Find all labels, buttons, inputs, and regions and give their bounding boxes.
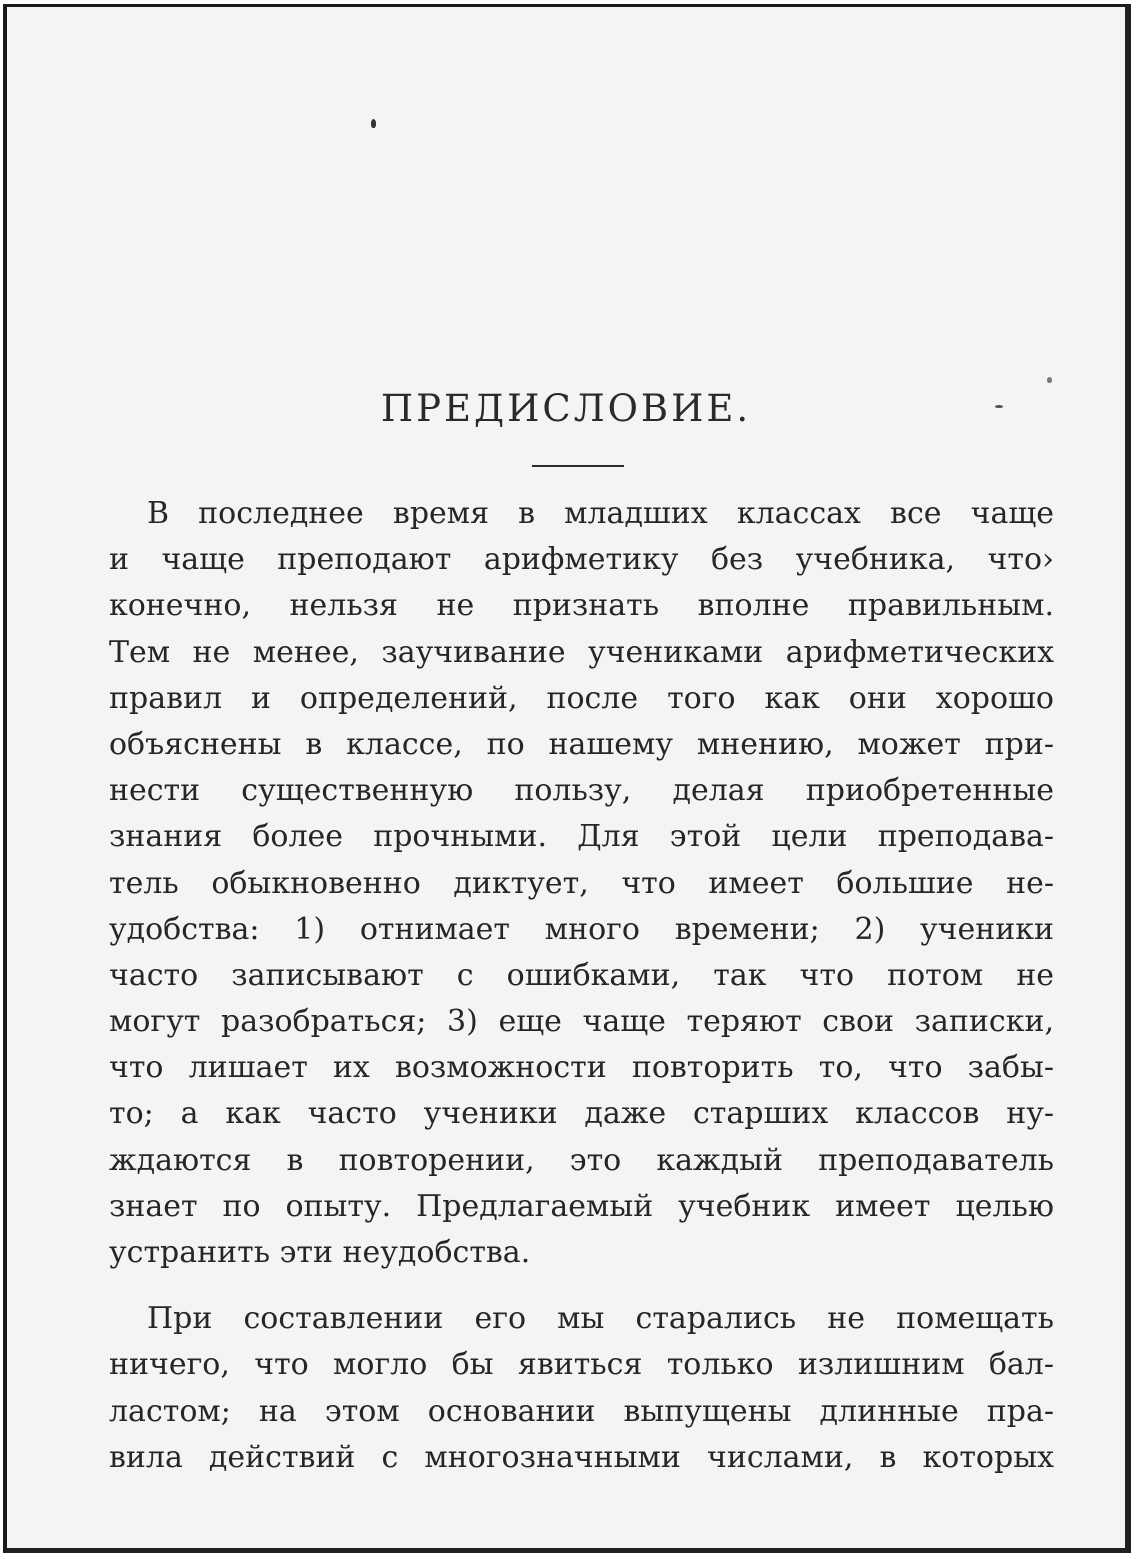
text-line: удобства: 1) отнимает много времени; 2) ученики: [109, 911, 1054, 947]
text-line: ластом; на этом основании выпущены длинные пра-: [109, 1393, 1054, 1429]
text-line: вила действий с многозначными числами, в которых: [109, 1439, 1054, 1475]
text-line: Тем не менее, заучивание учениками арифметических: [109, 634, 1054, 670]
text-line: нести существенную пользу, делая приобретенные: [109, 773, 1054, 809]
text-line: могут разобраться; 3) еще чаще теряют свои записки,: [109, 1004, 1054, 1040]
paragraph-gap: [109, 1276, 1054, 1296]
text-line: тель обыкновенно диктует, что имеет большие не-: [109, 865, 1054, 901]
ink-speck: [371, 119, 376, 128]
text-line: устранить эти неудобства.: [109, 1235, 531, 1270]
text-line: то; а как часто ученики даже старших классов ну-: [109, 1096, 1054, 1132]
page-title: ПРЕДИСЛОВИЕ.: [380, 387, 752, 430]
paragraph: [109, 1296, 1054, 1481]
ink-speck: [1047, 377, 1052, 383]
text-line: При составлении его мы старались не помещать: [147, 1301, 1054, 1337]
text-line: знает по опыту. Предлагаемый учебник имеет целью: [109, 1188, 1054, 1224]
text-line: конечно, нельзя не признать вполне правильным.: [109, 588, 1054, 624]
text-line: и чаще преподают арифметику без учебника, что›: [109, 542, 1054, 578]
text-line: ничего, что могло бы явиться только излишним бал-: [109, 1347, 1054, 1383]
text-line: что лишает их возможности повторить то, что забы-: [109, 1050, 1054, 1086]
title-divider: [532, 465, 624, 467]
paragraph: [109, 491, 1054, 1276]
body-text: [109, 491, 1054, 1481]
book-page: [3, 4, 1131, 1553]
text-line: объяснены в классе, по нашему мнению, может при-: [109, 726, 1054, 762]
text-line: правил и определений, после того как они хорошо: [109, 680, 1054, 716]
text-line: знания более прочными. Для этой цели преподава-: [109, 819, 1054, 855]
text-line: В последнее время в младших классах все чаще: [147, 496, 1054, 531]
text-line: ждаются в повторении, это каждый преподаватель: [109, 1142, 1054, 1178]
text-line: часто записывают с ошибками, так что потом не: [109, 957, 1054, 993]
